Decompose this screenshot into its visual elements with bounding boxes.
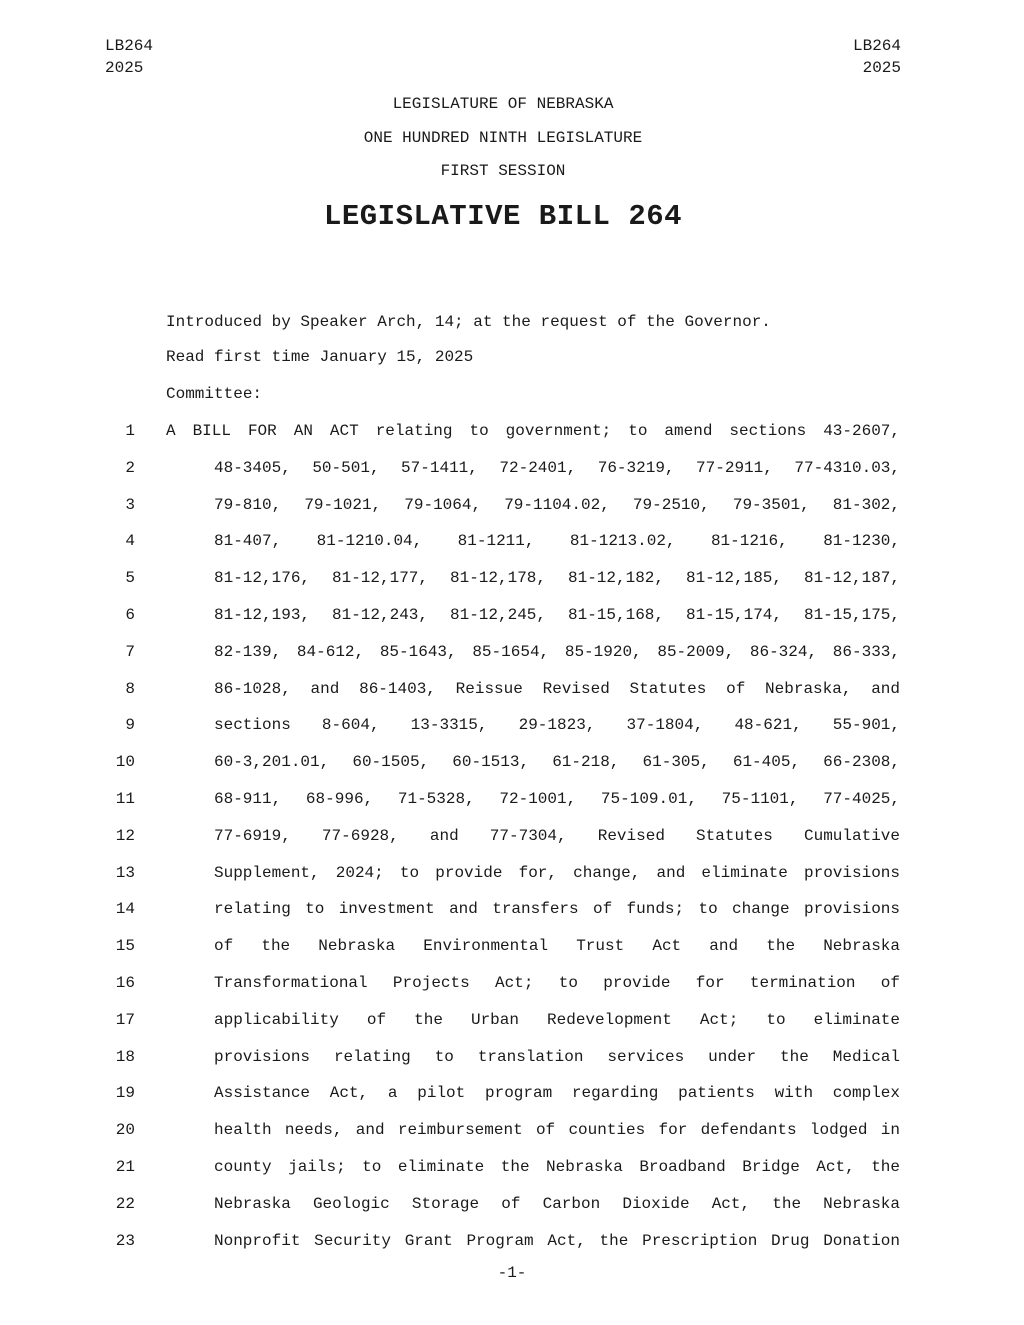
line-number: 23 [115,1231,135,1250]
line-number: 15 [115,937,135,956]
committee-label: Committee: [166,385,263,403]
line-number: 13 [115,863,135,882]
bill-line [0,744,1024,781]
line-text: health needs, and reimbursement of counties for defendants lodged in [214,1121,900,1140]
line-text: county jails; to eliminate the Nebraska Broadband Bridge Act, the [214,1157,900,1176]
header-right [853,35,901,79]
line-text: 77-6919, 77-6928, and 77-7304, Revised Statutes Cumulative [214,826,900,845]
line-number: 11 [115,789,135,808]
bill-line [0,965,1024,1002]
line-number: 5 [125,569,135,588]
line-text: A BILL FOR AN ACT relating to government; to amend sections 43-2607, [166,422,900,440]
line-text: applicability of the Urban Redevelopment Act; to eliminate [214,1010,900,1029]
session-name-heading: ONE HUNDRED NINTH LEGISLATURE [363,129,643,147]
line-text: 81-12,176, 81-12,177, 81-12,178, 81-12,182, 81-12,185, 81-12,187, [214,569,900,588]
line-number: 19 [115,1084,135,1103]
line-number: 8 [125,679,135,698]
line-text: Assistance Act, a pilot program regarding patients with complex [214,1084,900,1103]
line-number: 21 [115,1157,135,1176]
line-number: 17 [115,1010,135,1029]
line-text: Supplement, 2024; to provide for, change, and eliminate provisions [214,863,900,882]
bill-line [0,1186,1024,1223]
bill-line [0,928,1024,965]
legislature-heading: LEGISLATURE OF NEBRASKA [392,95,614,113]
bill-line [0,560,1024,597]
bill-text [0,413,1024,1259]
line-text: 81-407, 81-1210.04, 81-1211, 81-1213.02, 81-1216, 81-1230, [214,532,900,551]
bill-line [0,891,1024,928]
bill-line [0,855,1024,892]
introduced-by: Introduced by Speaker Arch, 14; at the request of the Governor. [166,313,771,331]
line-text: 81-12,193, 81-12,243, 81-12,245, 81-15,168, 81-15,174, 81-15,175, [214,605,900,624]
line-text: 68-911, 68-996, 71-5328, 72-1001, 75-109.01, 75-1101, 77-4025, [214,789,900,808]
bill-line [0,1223,1024,1260]
bill-line [0,413,1024,450]
line-number: 4 [125,532,135,551]
line-text: 82-139, 84-612, 85-1643, 85-1654, 85-1920, 85-2009, 86-324, 86-333, [214,642,900,661]
line-number: 2 [125,458,135,477]
line-number: 22 [115,1194,135,1213]
line-number: 3 [125,495,135,514]
line-text: 86-1028, and 86-1403, Reissue Revised Statutes of Nebraska, and [214,679,900,698]
line-text: of the Nebraska Environmental Trust Act and the Nebraska [214,937,900,956]
bill-line [0,671,1024,708]
header-right-bill: LB264 [852,37,901,55]
line-number: 7 [125,642,135,661]
header-left-year: 2025 [105,59,144,77]
header-right-year: 2025 [862,59,901,77]
bill-line [0,523,1024,560]
line-number: 6 [125,605,135,624]
page-number: -1- [497,1264,527,1282]
bill-line [0,1075,1024,1112]
bill-line [0,1112,1024,1149]
line-number: 18 [115,1047,135,1066]
line-text: relating to investment and transfers of funds; to change provisions [214,900,900,919]
line-number: 20 [115,1121,135,1140]
bill-line [0,1149,1024,1186]
bill-title: LEGISLATIVE BILL 264 [323,200,683,233]
bill-line [0,707,1024,744]
line-text: 48-3405, 50-501, 57-1411, 72-2401, 76-3219, 77-2911, 77-4310.03, [214,458,900,477]
line-text: Nonprofit Security Grant Program Act, the Prescription Drug Donation [214,1231,900,1250]
line-text: Nebraska Geologic Storage of Carbon Dioxide Act, the Nebraska [214,1194,900,1213]
bill-line [0,597,1024,634]
line-text: 79-810, 79-1021, 79-1064, 79-1104.02, 79-2510, 79-3501, 81-302, [214,495,900,514]
bill-line [0,781,1024,818]
bill-line [0,487,1024,524]
bill-line [0,1039,1024,1076]
read-first-time: Read first time January 15, 2025 [166,348,474,366]
line-text: 60-3,201.01, 60-1505, 60-1513, 61-218, 61-305, 61-405, 66-2308, [214,753,900,772]
bill-line [0,634,1024,671]
bill-line [0,818,1024,855]
header-left-bill: LB264 [105,37,154,55]
line-number: 16 [115,973,135,992]
bill-line [0,1002,1024,1039]
session-heading: FIRST SESSION [440,162,566,180]
line-number: 12 [115,826,135,845]
line-text: Transformational Projects Act; to provide for termination of [214,973,900,992]
line-text: provisions relating to translation services under the Medical [214,1047,900,1066]
bill-line [0,450,1024,487]
line-number: 1 [125,422,135,440]
line-number: 10 [115,753,135,772]
line-number: 14 [115,900,135,919]
line-number: 9 [125,716,135,735]
line-text: sections 8-604, 13-3315, 29-1823, 37-1804, 48-621, 55-901, [214,716,900,735]
header-left [105,35,153,79]
